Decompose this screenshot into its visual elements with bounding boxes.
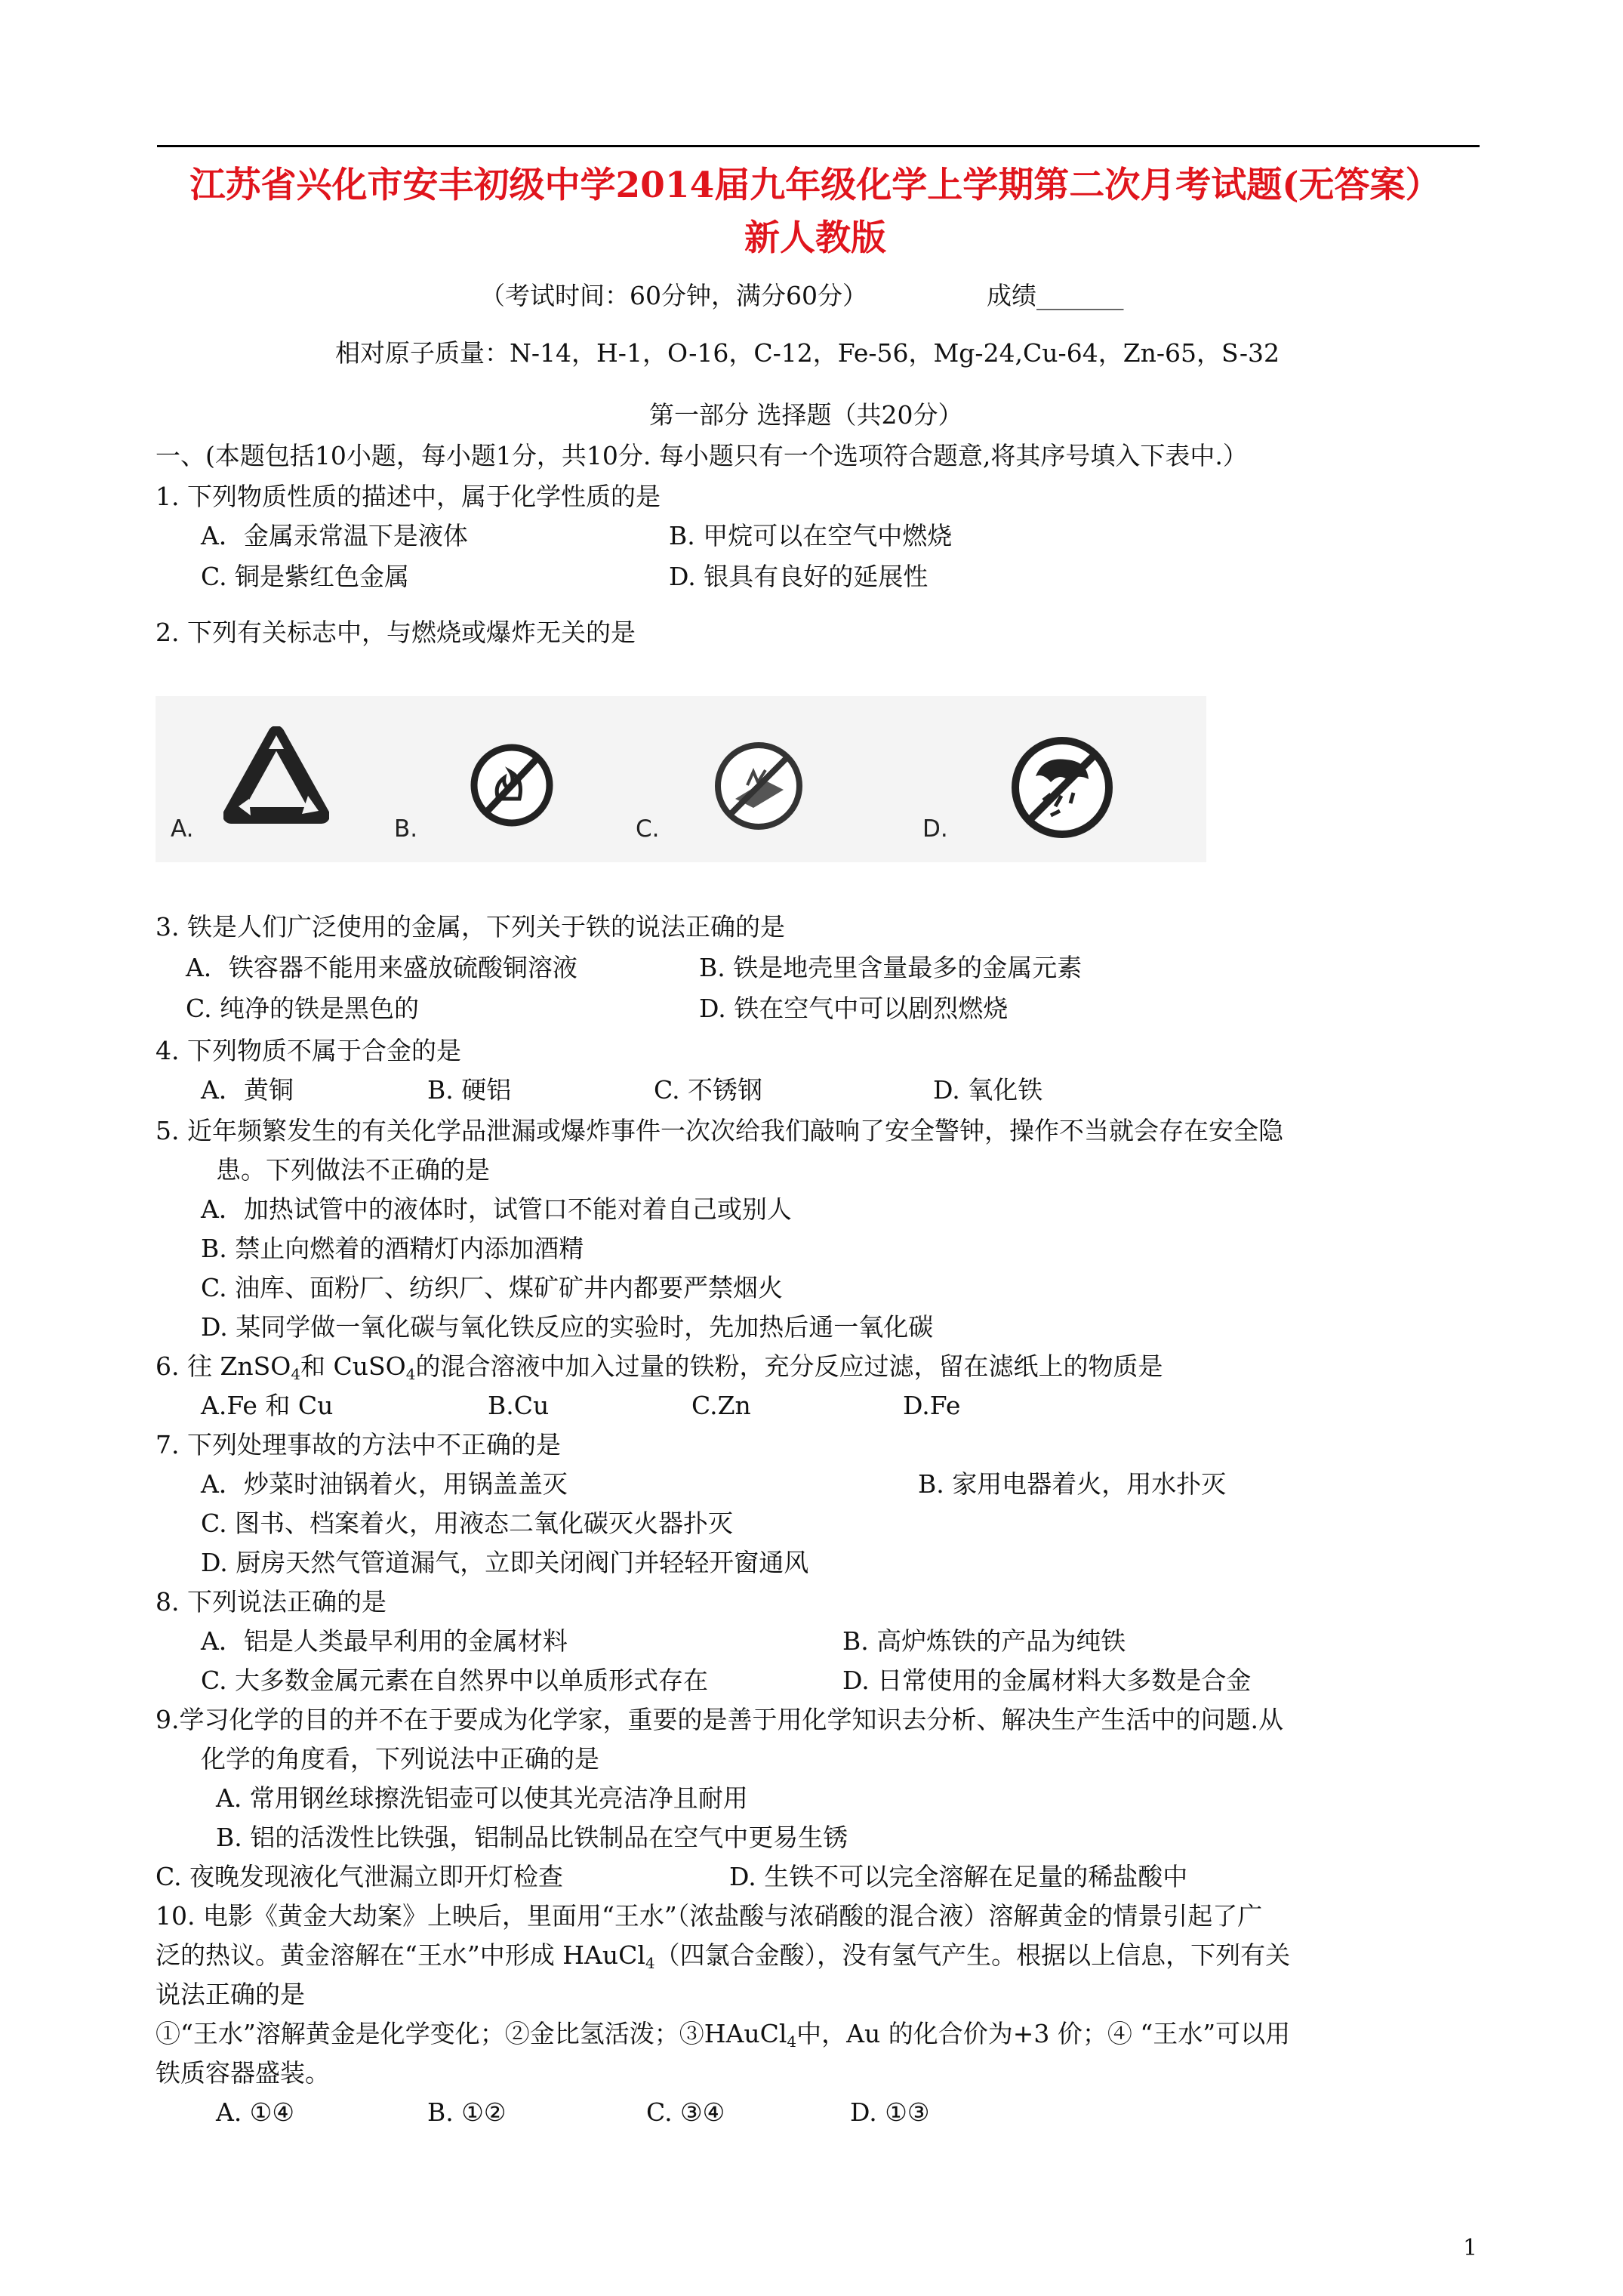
question-5-option-a: A．加热试管中的液体时，试管口不能对着自己或别人 (201, 1194, 792, 1224)
no-fire-sign-icon (467, 740, 557, 831)
question-5-option-c: C. 油库、面粉厂、纺织厂、煤矿矿井内都要严禁烟火 (201, 1273, 784, 1302)
question-10-stem-line-1: 10. 电影《黄金大劫案》上映后，里面用“王水”（浓盐酸与浓硝酸的混合液）溶解黄金的情景引起了广 (156, 1901, 1263, 1931)
question-4-option-c: C. 不锈钢 (654, 1075, 763, 1105)
question-7-option-a: A．炒菜时油锅着火，用锅盖盖灭 (201, 1469, 568, 1499)
question-3-option-d: D. 铁在空气中可以剧烈燃烧 (699, 994, 1009, 1023)
question-5-option-b: B. 禁止向燃着的酒精灯内添加酒精 (201, 1234, 584, 1263)
question-3-option-b: B. 铁是地壳里含量最多的金属元素 (699, 953, 1083, 982)
question-6-option-c: C.Zn (691, 1391, 751, 1420)
sign-b-label: B. (394, 815, 418, 843)
section-title: 第一部分 选择题（共20分） (649, 400, 963, 430)
question-7-option-c: C. 图书、档案着火，用液态二氧化碳灭火器扑灭 (201, 1509, 734, 1538)
question-7-stem: 7. 下列处理事故的方法中不正确的是 (156, 1430, 561, 1459)
question-10-option-b: B. ①② (427, 2097, 507, 2127)
question-2-sign-image (156, 696, 1206, 862)
question-9-option-d: D. 生铁不可以完全溶解在足量的稀盐酸中 (729, 1862, 1188, 1891)
question-1-option-c: C. 铜是紫红色金属 (201, 562, 410, 591)
question-4-option-d: D. 氧化铁 (933, 1075, 1043, 1105)
question-10-statements-continued: 铁质容器盛装。 (156, 2058, 330, 2088)
question-5-option-d: D. 某同学做一氧化碳与氧化铁反应的实验时，先加热后通一氧化碳 (201, 1312, 934, 1342)
page-number: 1 (1463, 2235, 1478, 2261)
atomic-masses: 相对原子质量：N-14，H-1，O-16，C-12，Fe-56，Mg-24,Cu-64，Zn-65，S-32 (335, 338, 1280, 368)
question-6-option-b: B.Cu (488, 1391, 550, 1420)
question-9-option-b: B. 铝的活泼性比铁强，铝制品比铁制品在空气中更易生锈 (216, 1823, 848, 1852)
header-rule (157, 145, 1480, 147)
question-7-option-d: D. 厨房天然气管道漏气，立即关闭阀门并轻轻开窗通风 (201, 1548, 809, 1577)
question-10-stem-line-3: 说法正确的是 (156, 1980, 305, 2009)
section-instruction: 一、(本题包括10小题，每小题1分，共10分. 每小题只有一个选项符合题意,将其序号填入下表中.） (156, 441, 1248, 470)
question-8-stem: 8. 下列说法正确的是 (156, 1587, 387, 1616)
question-10-option-a: A. ①④ (216, 2097, 294, 2127)
no-fireworks-sign-icon (710, 737, 808, 835)
question-5-stem-continued: 患。下列做法不正确的是 (216, 1155, 490, 1185)
question-1-option-d: D. 银具有良好的延展性 (669, 562, 929, 591)
sign-a-label: A. (171, 815, 194, 843)
question-10-statements: ①“王水”溶解黄金是化学变化；②金比氢活泼；③HAuCl$_4$中，Au 的化合价为+3 价；④ “王水”可以用 (156, 2019, 1291, 2051)
question-8-option-b: B. 高炉炼铁的产品为纯铁 (842, 1626, 1126, 1656)
question-3-option-c: C. 纯净的铁是黑色的 (186, 994, 420, 1023)
question-6-option-a: A.Fe 和 Cu (201, 1391, 334, 1420)
question-10-stem-line-2: 泛的热议。黄金溶解在“王水”中形成 HAuCl$_4$（四氯合金酸），没有氢气产生。根据以上信息，下列有关 (156, 1940, 1291, 1972)
question-4-stem: 4. 下列物质不属于合金的是 (156, 1036, 461, 1065)
question-9-stem-continued: 化学的角度看，下列说法中正确的是 (201, 1744, 599, 1774)
question-1-option-b: B. 甲烷可以在空气中燃烧 (669, 521, 953, 550)
question-9-stem: 9.学习化学的目的并不在于要成为化学家，重要的是善于用化学知识去分析、解决生产生活中的问题.从 (156, 1705, 1283, 1734)
question-9-option-a: A. 常用钢丝球擦洗铝壶可以使其光亮洁净且耐用 (216, 1783, 748, 1813)
question-7-option-b: B. 家用电器着火，用水扑灭 (918, 1469, 1227, 1499)
exam-info: （考试时间：60分钟，满分60分） (480, 281, 867, 310)
question-10-option-d: D. ①③ (850, 2097, 930, 2127)
question-5-stem: 5. 近年频繁发生的有关化学品泄漏或爆炸事件一次次给我们敲响了安全警钟，操作不当就会存在安全隐 (156, 1116, 1283, 1145)
question-3-option-a: A．铁容器不能用来盛放硫酸铜溶液 (186, 953, 577, 982)
recycle-icon (223, 726, 329, 832)
sign-d-label: D. (922, 815, 948, 843)
question-6-option-d: D.Fe (903, 1391, 961, 1420)
question-8-option-a: A．铝是人类最早利用的金属材料 (201, 1626, 568, 1656)
question-10-option-c: C. ③④ (646, 2097, 725, 2127)
question-4-option-b: B. 硬铝 (427, 1075, 512, 1105)
question-2-stem: 2. 下列有关标志中，与燃烧或爆炸无关的是 (156, 618, 636, 647)
score-field: 成绩_______ (987, 281, 1124, 310)
question-6-stem: 6. 往 ZnSO$_4$和 CuSO$_4$的混合溶液中加入过量的铁粉，充分反应过滤，留在滤纸上的物质是 (156, 1351, 1163, 1383)
sign-c-label: C. (636, 815, 660, 843)
document-title: 江苏省兴化市安丰初级中学2014届九年级化学上学期第二次月考试题(无答案） (189, 165, 1441, 206)
question-8-option-d: D. 日常使用的金属材料大多数是合金 (842, 1666, 1252, 1695)
question-8-option-c: C. 大多数金属元素在自然界中以单质形式存在 (201, 1666, 709, 1695)
question-4-option-a: A．黄铜 (201, 1075, 294, 1105)
question-9-option-c: C. 夜晚发现液化气泄漏立即开灯检查 (156, 1862, 564, 1891)
question-1-stem: 1. 下列物质性质的描述中，属于化学性质的是 (156, 482, 661, 511)
question-1-option-a: A．金属汞常温下是液体 (201, 521, 468, 550)
question-3-stem: 3. 铁是人们广泛使用的金属，下列关于铁的说法正确的是 (156, 912, 785, 942)
document-subtitle: 新人教版 (744, 217, 886, 259)
no-explosion-sign-icon (1006, 731, 1119, 844)
